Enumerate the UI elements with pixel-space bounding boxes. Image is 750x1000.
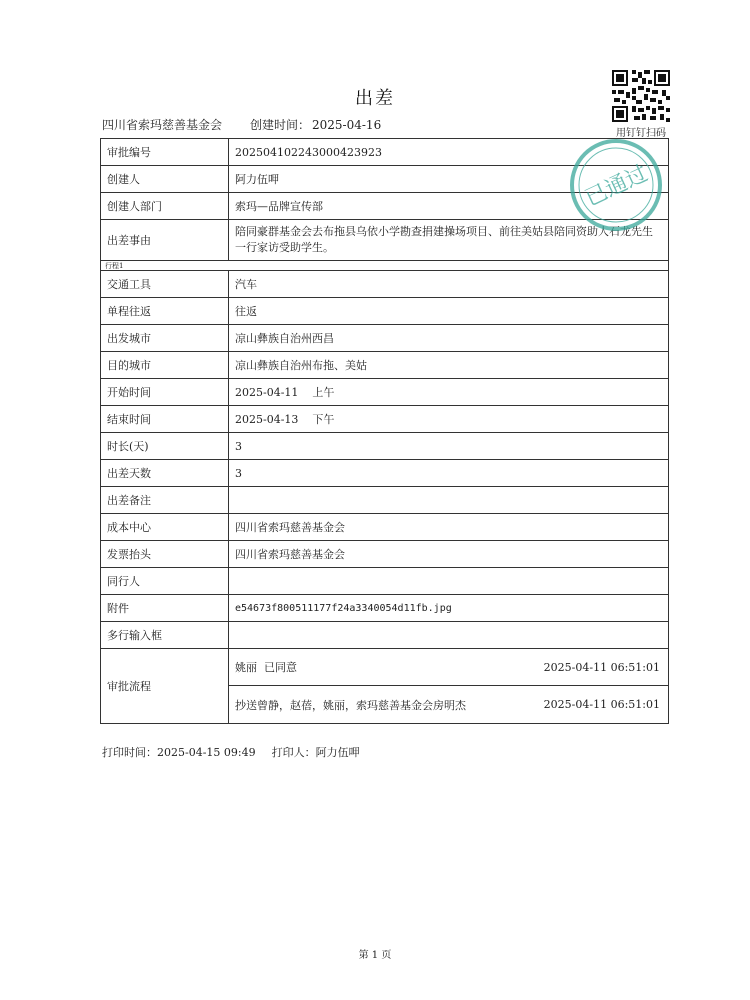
created-date: 2025-04-16	[312, 118, 382, 132]
trip-days-value: 3	[229, 460, 669, 487]
start-time-label: 开始时间	[101, 379, 229, 406]
table-row	[101, 568, 669, 595]
creator-label: 创建人	[101, 166, 229, 193]
printer-value: 阿力伍呷	[315, 746, 360, 759]
print-time-value: 2025-04-15 09:49	[157, 746, 256, 759]
creator-value: 阿力伍呷	[229, 166, 669, 193]
print-info	[102, 744, 360, 760]
approval-no-label: 审批编号	[101, 139, 229, 166]
approval-flow-label: 审批流程	[101, 649, 229, 724]
table-row	[101, 271, 669, 298]
end-time-value: 2025-04-13 下午	[229, 406, 669, 433]
cost-center-label: 成本中心	[101, 514, 229, 541]
creator-dept-value: 索玛—品牌宣传部	[229, 193, 669, 220]
approval-step-time: 2025-04-11 06:51:01	[543, 660, 660, 674]
table-row	[101, 514, 669, 541]
trip-days-label: 出差天数	[101, 460, 229, 487]
created-label: 创建时间：	[250, 118, 311, 132]
itinerary-section-label: 行程1	[101, 261, 669, 271]
creator-dept-label: 创建人部门	[101, 193, 229, 220]
multiline-input-label: 多行输入框	[101, 622, 229, 649]
destination-city-value: 凉山彝族自治州布拖、美姑	[229, 352, 669, 379]
destination-city-label: 目的城市	[101, 352, 229, 379]
transport-value: 汽车	[229, 271, 669, 298]
itinerary-section-row	[101, 261, 669, 271]
departure-city-value: 凉山彝族自治州西昌	[229, 325, 669, 352]
table-row	[101, 406, 669, 433]
approval-step	[229, 685, 668, 723]
cost-center-value: 四川省索玛慈善基金会	[229, 514, 669, 541]
trip-type-label: 单程往返	[101, 298, 229, 325]
attachment-link[interactable]: e54673f800511177f24a3340054d11fb.jpg	[229, 595, 669, 622]
qr-caption: 用钉钉扫码	[616, 128, 666, 139]
trip-note-value	[229, 487, 669, 514]
created-time	[250, 116, 383, 133]
qr-code-icon[interactable]	[612, 70, 670, 122]
table-row	[101, 298, 669, 325]
approval-flow-cell	[229, 649, 669, 724]
trip-reason-label: 出差事由	[101, 220, 229, 261]
approval-step	[229, 649, 668, 685]
print-time-label: 打印时间：	[102, 746, 157, 759]
page-number: 第 1 页	[358, 950, 392, 961]
table-row	[101, 487, 669, 514]
end-time-label: 结束时间	[101, 406, 229, 433]
duration-value: 3	[229, 433, 669, 460]
trip-type-value: 往返	[229, 298, 669, 325]
duration-label: 时长(天)	[101, 433, 229, 460]
multiline-input-value	[229, 622, 669, 649]
table-row	[101, 379, 669, 406]
approved-stamp-icon	[566, 135, 666, 235]
table-row	[101, 433, 669, 460]
table-row	[101, 541, 669, 568]
attachment-label: 附件	[101, 595, 229, 622]
stamp-text: 已通过	[581, 161, 652, 212]
table-row	[101, 352, 669, 379]
transport-label: 交通工具	[101, 271, 229, 298]
table-row	[101, 325, 669, 352]
invoice-title-label: 发票抬头	[101, 541, 229, 568]
invoice-title-value: 四川省索玛慈善基金会	[229, 541, 669, 568]
printer-label: 打印人：	[271, 746, 316, 759]
companions-label: 同行人	[101, 568, 229, 595]
trip-reason-value: 陪同豪群基金会去布拖县乌依小学勘查捐建操场项目、前往美姑县陪同资助人石龙先生一行家访受助学生。	[229, 220, 669, 261]
table-row	[101, 622, 669, 649]
approval-step-text: 抄送曾静，赵蓓，姚丽，索玛慈善基金会房明杰	[235, 698, 466, 712]
approval-no-value: 202504102243000423923	[229, 139, 669, 166]
organization-name: 四川省索玛慈善基金会	[102, 118, 223, 132]
departure-city-label: 出发城市	[101, 325, 229, 352]
companions-value	[229, 568, 669, 595]
table-row	[101, 595, 669, 622]
approval-flow-row	[101, 649, 669, 724]
document-title: 出差	[355, 88, 395, 109]
approval-step-text: 姚丽 已同意	[235, 661, 297, 674]
approval-step-time: 2025-04-11 06:51:01	[543, 698, 660, 711]
start-time-value: 2025-04-11 上午	[229, 379, 669, 406]
table-row	[101, 460, 669, 487]
trip-note-label: 出差备注	[101, 487, 229, 514]
